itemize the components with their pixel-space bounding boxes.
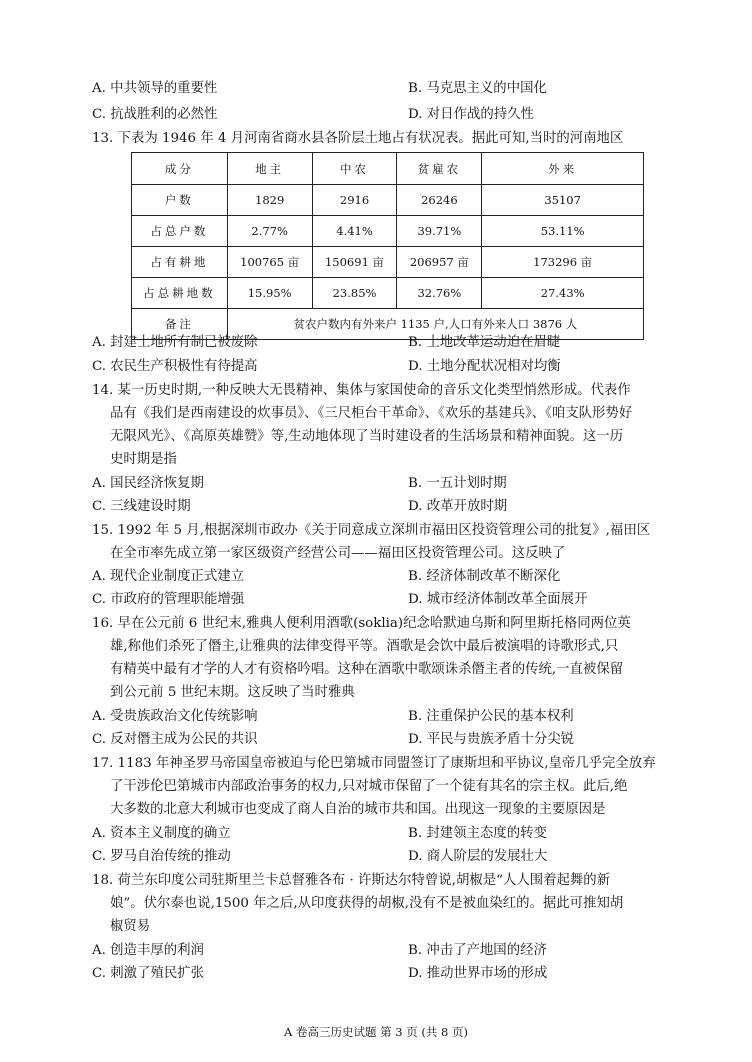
- table-note-label: 备注: [132, 309, 228, 340]
- table-cell: 39.71%: [397, 216, 482, 247]
- q17-option-b: B. 封建领主态度的转变: [408, 826, 547, 841]
- q14-option-a: A. 国民经济恢复期: [92, 476, 204, 491]
- table-cell: 100765 亩: [227, 247, 312, 278]
- table-cell: 2916: [312, 185, 397, 216]
- table-row: [132, 247, 644, 278]
- q13-option-c: C. 农民生产积极性有待提高: [92, 359, 258, 374]
- table-row-label: 占总户数: [132, 216, 228, 247]
- table-header-row: [132, 153, 644, 185]
- q18-option-d: D. 推动世界市场的形成: [408, 966, 548, 981]
- land-ownership-table: [131, 152, 644, 340]
- table-header-cell: 中农: [312, 153, 397, 185]
- q15-line: 在全市率先成立第一家区级资产经营公司——福田区投资管理公司。这反映了: [110, 546, 566, 561]
- table-header-cell: 贫雇农: [397, 153, 482, 185]
- q13-option-d: D. 土地分配状况相对均衡: [408, 359, 561, 374]
- table-cell: 150691 亩: [312, 247, 397, 278]
- q18-line: 娘”。伏尔泰也说,1500 年之后,从印度获得的胡椒,没有不是被血染红的。据此可推知胡: [110, 896, 624, 911]
- table-header-cell: 地主: [227, 153, 312, 185]
- q18-option-c: C. 刺激了殖民扩张: [92, 966, 205, 981]
- q14-option-d: D. 改革开放时期: [408, 499, 508, 514]
- q18-option-b: B. 冲击了产地国的经济: [408, 943, 547, 958]
- table-cell: 27.43%: [482, 278, 644, 309]
- q14-option-c: C. 三线建设时期: [92, 499, 191, 514]
- q17-option-a: A. 资本主义制度的确立: [92, 826, 231, 841]
- q12-option-b: B. 马克思主义的中国化: [408, 81, 547, 96]
- q13-option-a: A. 封建土地所有制已被废除: [92, 335, 258, 350]
- q16-option-b: B. 注重保护公民的基本权利: [408, 709, 574, 724]
- q12-option-a: A. 中共领导的重要性: [92, 81, 218, 96]
- q16-option-a: A. 受贵族政治文化传统影响: [92, 709, 258, 724]
- table-cell: 15.95%: [227, 278, 312, 309]
- table-cell: 35107: [482, 185, 644, 216]
- q17-option-c: C. 罗马自治传统的推动: [92, 849, 231, 864]
- table-cell: 2.77%: [227, 216, 312, 247]
- table-cell: 1829: [227, 185, 312, 216]
- q16-option-d: D. 平民与贵族矛盾十分尖锐: [408, 732, 575, 747]
- q14-line: 史时期是指: [110, 452, 177, 467]
- table-row: [132, 278, 644, 309]
- q15-option-b: B. 经济体制改革不断深化: [408, 569, 561, 584]
- page-footer: A 卷高三历史试题 第 3 页 (共 8 页): [284, 1025, 468, 1039]
- q14-line: 品有《我们是西南建设的炊事员》、《三尺柜台干革命》、《欢乐的基建兵》、《咱支队形势好: [110, 406, 633, 421]
- table-cell: 173296 亩: [482, 247, 644, 278]
- table-note-text: 贫农户数内有外来户 1135 户,人口有外来人口 3876 人: [227, 309, 643, 340]
- table-row: [132, 185, 644, 216]
- q16-line: 到公元前 5 世纪末期。这反映了当时雅典: [110, 685, 355, 700]
- table-cell: 23.85%: [312, 278, 397, 309]
- table-cell: 26246: [397, 185, 482, 216]
- q18-line: 18. 荷兰东印度公司驻斯里兰卡总督雅各布 · 许斯达尔特曾说,胡椒是“人人围着起舞的新: [92, 873, 611, 888]
- q16-option-c: C. 反对僭主成为公民的共识: [92, 732, 258, 747]
- q12-option-d: D. 对日作战的持久性: [408, 107, 534, 122]
- q13-stem: 13. 下表为 1946 年 4 月河南省商水县各阶层土地占有状况表。据此可知,当时的河南地区: [92, 131, 624, 146]
- q14-option-b: B. 一五计划时期: [408, 476, 507, 491]
- q14-line: 14. 某一历史时期,一种反映大无畏精神、集体与家国使命的音乐文化类型悄然形成。代表作: [92, 383, 631, 398]
- q15-option-a: A. 现代企业制度正式建立: [92, 569, 245, 584]
- q16-line: 16. 早在公元前 6 世纪末,雅典人便利用酒歌(soklia)纪念哈默迪乌斯和阿里斯托格同两位英: [92, 616, 631, 631]
- q15-option-d: D. 城市经济体制改革全面展开: [408, 592, 588, 607]
- q16-line: 有精英中最有才学的人才有资格吟唱。这种在酒歌中歌颂诛杀僭主者的传统,一直被保留: [110, 662, 624, 677]
- q14-line: 无限风光》、《高原英雄赞》等,生动地体现了当时建设者的生活场景和精神面貌。这一历: [110, 429, 624, 444]
- table-cell: 4.41%: [312, 216, 397, 247]
- q12-option-c: C. 抗战胜利的必然性: [92, 107, 218, 122]
- q13-option-b: B. 土地改革运动迫在眉睫: [408, 335, 561, 350]
- q16-line: 雄,称他们杀死了僭主,让雅典的法律变得平等。酒歌是会饮中最后被演唱的诗歌形式,只: [110, 639, 619, 654]
- table-cell: 53.11%: [482, 216, 644, 247]
- q17-line: 17. 1183 年神圣罗马帝国皇帝被迫与伦巴第城市同盟签订了康斯坦和平协议,皇帝几乎完全放弃: [92, 756, 656, 771]
- table-row-label: 户数: [132, 185, 228, 216]
- q15-option-c: C. 市政府的管理职能增强: [92, 592, 245, 607]
- table-cell: 32.76%: [397, 278, 482, 309]
- table-row: [132, 216, 644, 247]
- q18-line: 椒贸易: [110, 919, 151, 934]
- q15-line: 15. 1992 年 5 月,根据深圳市政办《关于同意成立深圳市福田区投资管理公司的批复》,福田区: [92, 523, 651, 538]
- q18-option-a: A. 创造丰厚的利润: [92, 943, 204, 958]
- table-header-cell: 成分: [132, 153, 228, 185]
- table-row-label: 占有耕地: [132, 247, 228, 278]
- table-cell: 206957 亩: [397, 247, 482, 278]
- table-row-label: 占总耕地数: [132, 278, 228, 309]
- q17-line: 了干涉伦巴第城市内部政治事务的权力,只对城市保留了一个徒有其名的宗主权。此后,绝: [110, 779, 628, 794]
- table-header-cell: 外来: [482, 153, 644, 185]
- q17-option-d: D. 商人阶层的发展壮大: [408, 849, 548, 864]
- q17-line: 大多数的北意大利城市也变成了商人自治的城市共和国。出现这一现象的主要原因是: [110, 802, 606, 817]
